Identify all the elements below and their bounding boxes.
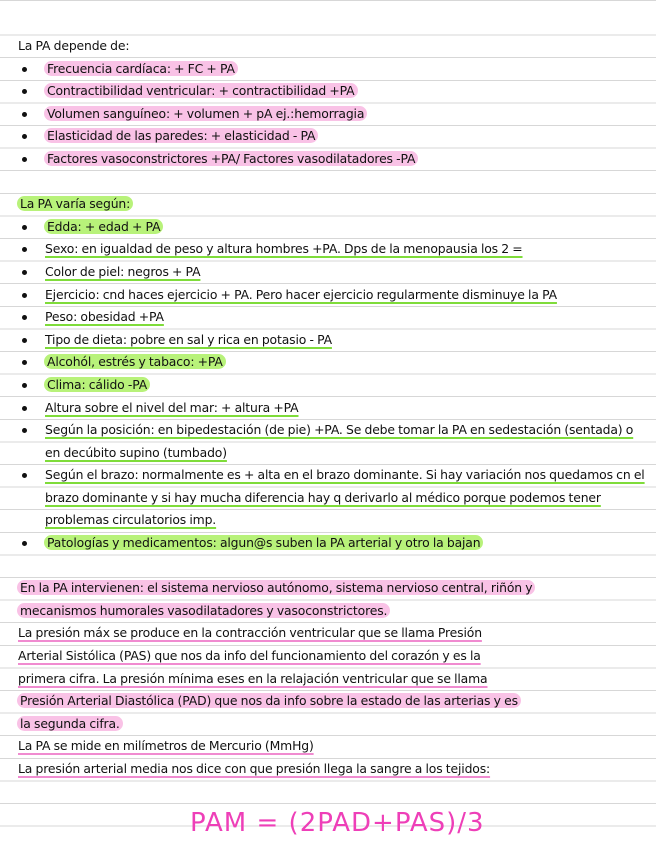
text-line: La presión arterial media nos dice con que presión llega la sangre a los tejidos: <box>18 761 491 776</box>
list-item: Peso: obesidad +PA <box>18 306 650 329</box>
text-line: Arterial Sistólica (PAS) que nos da info del funcionamiento del corazón y es la <box>18 648 481 664</box>
notes-content <box>18 35 650 781</box>
text-line: primera cifra. La presión mínima eses en la relajación ventricular que se llama <box>18 670 488 686</box>
text-line: La presión máx se produce en la contracción ventricular que se llama Presión <box>18 625 482 641</box>
list-item: Clima: cálido -PA <box>18 374 650 397</box>
text-line: mecanismos humorales vasodilatadores y vasoconstrictores. <box>18 600 650 623</box>
factors-list <box>18 58 650 171</box>
list-item: Alcohól, estrés y tabaco: +PA <box>18 351 650 374</box>
list-item: Factores vasoconstrictores +PA/ Factores vasodilatadores -PA <box>18 148 650 171</box>
list-item: Sexo: en igualdad de peso y altura hombres +PA. Dps de la menopausia los 2 = <box>18 238 650 261</box>
list-item: Altura sobre el nivel del mar: + altura +PA <box>18 397 650 420</box>
text-line: la segunda cifra. <box>18 713 650 736</box>
list-item: Según el brazo: normalmente es + alta en el brazo dominante. Si hay variación nos quedamos cn el brazo dominante y si hay mucha diferencia hay q derivarlo al médico porque podemos tener problemas circulatorios imp. <box>18 464 650 532</box>
list-item: Frecuencia cardíaca: + FC + PA <box>18 58 650 81</box>
blank-line <box>18 171 650 194</box>
list-item: Color de piel: negros + PA <box>18 261 650 284</box>
text-line: En la PA intervienen: el sistema nervioso autónomo, sistema nervioso central, riñón y <box>18 577 650 600</box>
list-item: Volumen sanguíneo: + volumen + pA ej.:hemorragia <box>18 103 650 126</box>
section-heading: La PA depende de: <box>18 38 130 53</box>
section-heading: La PA varía según: <box>18 193 650 216</box>
list-item: Edda: + edad + PA <box>18 216 650 239</box>
mean-pressure-formula: PAM = (2PAD+PAS)/3 <box>190 808 485 838</box>
text-line: Presión Arterial Diastólica (PAD) que nos da info sobre la estado de las arterias y es <box>18 690 650 713</box>
blank-line <box>18 555 650 578</box>
list-item: Contractibilidad ventricular: + contractibilidad +PA <box>18 80 650 103</box>
list-item: Según la posición: en bipedestación (de pie) +PA. Se debe tomar la PA en sedestación (sentada) o en decúbito supino (tumbado) <box>18 419 650 464</box>
list-item: Ejercicio: cnd haces ejercicio + PA. Pero hacer ejercicio regularmente disminuye la PA <box>18 284 650 307</box>
list-item: Tipo de dieta: pobre en sal y rica en potasio - PA <box>18 329 650 352</box>
variation-list <box>18 216 650 555</box>
list-item: Patologías y medicamentos: algun@s suben la PA arterial y otro la bajan <box>18 532 650 555</box>
text-line: La PA se mide en milímetros de Mercurio (MmHg) <box>18 738 314 754</box>
list-item: Elasticidad de las paredes: + elasticidad - PA <box>18 125 650 148</box>
